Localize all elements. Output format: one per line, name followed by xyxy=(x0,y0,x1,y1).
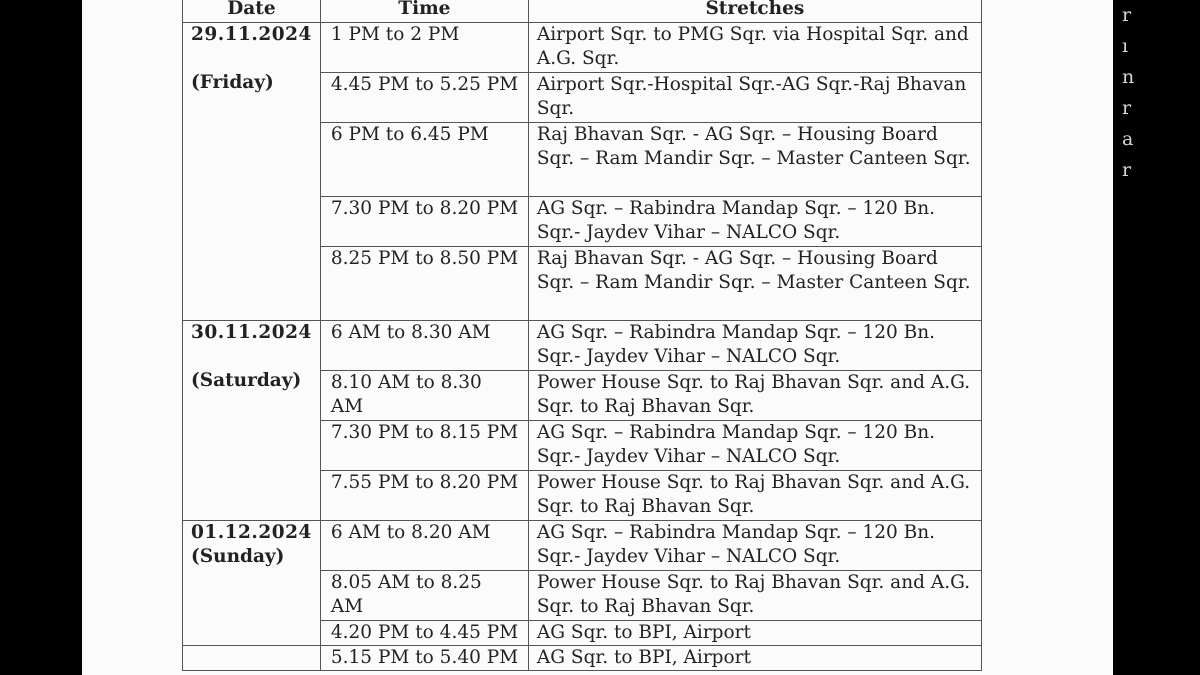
weekday-text: (Saturday) xyxy=(191,370,302,391)
date-text: 01.12.2024 xyxy=(191,522,312,543)
time-cell: 6 PM to 6.45 PM xyxy=(320,123,528,197)
traffic-schedule-table xyxy=(182,0,982,671)
faded-background-text: r ı n r a r xyxy=(1122,4,1135,181)
stretch-cell: AG Sqr. to BPI, Airport xyxy=(528,621,981,646)
time-cell: 6 AM to 8.30 AM xyxy=(320,321,528,371)
stretches-header: Stretches xyxy=(528,0,981,23)
time-cell: 5.15 PM to 5.40 PM xyxy=(320,646,528,671)
time-cell: 7.30 PM to 8.20 PM xyxy=(320,197,528,247)
stretch-cell: AG Sqr. – Rabindra Mandap Sqr. – 120 Bn. Sqr.- Jaydev Vihar – NALCO Sqr. xyxy=(528,197,981,247)
stretch-cell: Power House Sqr. to Raj Bhavan Sqr. and A.G. Sqr. to Raj Bhavan Sqr. xyxy=(528,371,981,421)
stretch-cell: AG Sqr. to BPI, Airport xyxy=(528,646,981,671)
time-cell: 8.05 AM to 8.25 AM xyxy=(320,571,528,621)
date-header: Date xyxy=(183,0,321,23)
time-cell: 4.20 PM to 4.45 PM xyxy=(320,621,528,646)
weekday-text: (Friday) xyxy=(191,72,274,93)
stretch-cell: Raj Bhavan Sqr. - AG Sqr. – Housing Board Sqr. – Ram Mandir Sqr. – Master Canteen Sqr. xyxy=(528,247,981,321)
stretch-cell: AG Sqr. – Rabindra Mandap Sqr. – 120 Bn. Sqr.- Jaydev Vihar – NALCO Sqr. xyxy=(528,421,981,471)
date-cell-sunday xyxy=(183,521,321,646)
time-cell: 4.45 PM to 5.25 PM xyxy=(320,73,528,123)
stretch-cell: Airport Sqr. to PMG Sqr. via Hospital Sqr. and A.G. Sqr. xyxy=(528,23,981,73)
date-text: 29.11.2024 xyxy=(191,24,312,45)
time-cell: 7.55 PM to 8.20 PM xyxy=(320,471,528,521)
table-row xyxy=(183,521,982,571)
stretch-cell: Raj Bhavan Sqr. - AG Sqr. – Housing Board Sqr. – Ram Mandir Sqr. – Master Canteen Sqr. xyxy=(528,123,981,197)
header-row xyxy=(183,0,982,23)
date-cell-saturday xyxy=(183,321,321,521)
stretch-cell: AG Sqr. – Rabindra Mandap Sqr. – 120 Bn. Sqr.- Jaydev Vihar – NALCO Sqr. xyxy=(528,521,981,571)
date-text: 30.11.2024 xyxy=(191,322,312,343)
time-header: Time xyxy=(320,0,528,23)
weekday-text: (Sunday) xyxy=(191,546,285,567)
time-cell: 6 AM to 8.20 AM xyxy=(320,521,528,571)
stretch-cell: Power House Sqr. to Raj Bhavan Sqr. and A.G. Sqr. to Raj Bhavan Sqr. xyxy=(528,471,981,521)
stretch-cell: AG Sqr. – Rabindra Mandap Sqr. – 120 Bn. Sqr.- Jaydev Vihar – NALCO Sqr. xyxy=(528,321,981,371)
table-row xyxy=(183,23,982,73)
table-row xyxy=(183,646,982,671)
stretch-cell: Power House Sqr. to Raj Bhavan Sqr. and A.G. Sqr. to Raj Bhavan Sqr. xyxy=(528,571,981,621)
time-cell: 1 PM to 2 PM xyxy=(320,23,528,73)
table-row xyxy=(183,321,982,371)
stretch-cell: Airport Sqr.-Hospital Sqr.-AG Sqr.-Raj Bhavan Sqr. xyxy=(528,73,981,123)
date-cell-friday xyxy=(183,23,321,321)
time-cell: 8.10 AM to 8.30 AM xyxy=(320,371,528,421)
date-cell-empty xyxy=(183,646,321,671)
time-cell: 8.25 PM to 8.50 PM xyxy=(320,247,528,321)
time-cell: 7.30 PM to 8.15 PM xyxy=(320,421,528,471)
document-page xyxy=(82,0,1135,675)
